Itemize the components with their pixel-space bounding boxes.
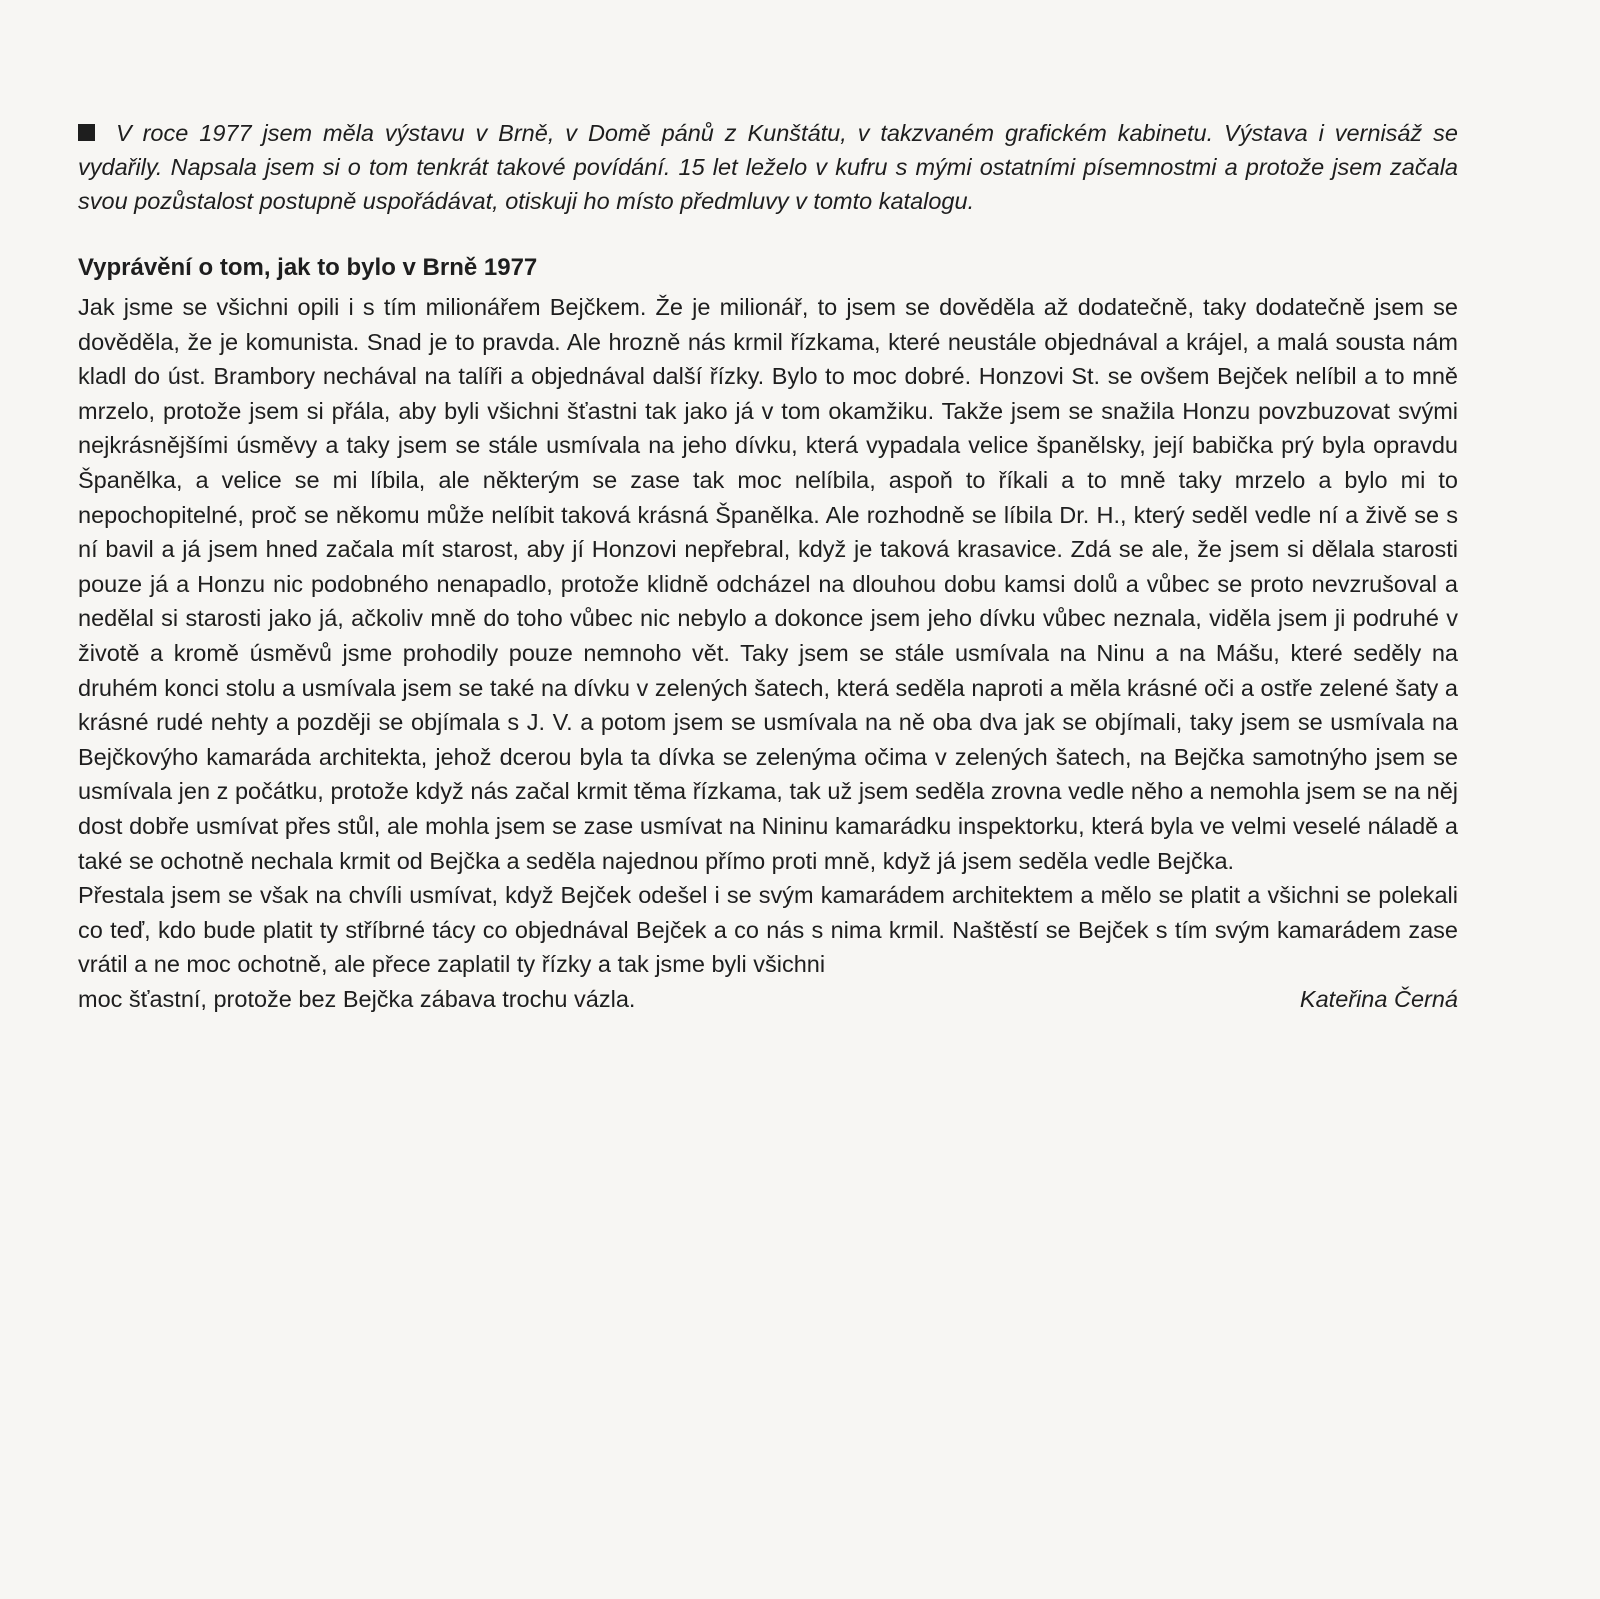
story-paragraph-2-end: moc šťastní, protože bez Bejčka zábava trochu vázla. (78, 985, 636, 1012)
intro-paragraph (78, 116, 1458, 218)
author-signature: Kateřina Černá (1299, 985, 1458, 1012)
story-paragraph-1: Jak jsme se všichni opili i s tím milionářem Bejčkem. Že je milionář, to jsem se dověděla až dodatečně, taky dodatečně jsem se dověděla, že je komunista. Snad je to pravda. Ale hrozně nás krmil řízkama, které neustále objednával a krájel, a malá sousta nám kladl do úst. Brambory nechával na talíři a objednával další řízky. Bylo to moc dobré. Honzovi St. se ovšem Bejček nelíbil a to mně mrzelo, protože jsem si přála, aby byli všichni šťastni tak jako já v tom okamžiku. Takže jsem se snažila Honzu povzbuzovat svými nejkrásnějšími úsměvy a taky jsem se stále usmívala na jeho dívku, která vypadala velice španělsky, její babička prý byla opravdu Španělka, a velice se mi líbila, ale některým se zase tak moc nelíbila, aspoň to říkali a to mně taky mrzelo a bylo mi to nepochopitelné, proč se někomu může nelíbit taková krásná Španělka. Ale rozhodně se líbila Dr. H., který seděl vedle ní a živě se s ní bavil a já jsem hned začala mít starost, aby jí Honzovi nepřebral, když je taková krasavice. Zdá se ale, že jsem si dělala starosti pouze já a Honzu nic podobného nenapadlo, protože klidně odcházel na dlouhou dobu kamsi dolů a vůbec se proto nevzrušoval a nedělal si starosti jako já, ačkoliv mně do toho vůbec nic nebylo a dokonce jsem jeho dívku vůbec neznala, viděla jsem ji podruhé v životě a kromě úsměvů jsme prohodily pouze nemnoho vět. Taky jsem se stále usmívala na Ninu a na Mášu, které seděly na druhém konci stolu a usmívala jsem se také na dívku v zelených šatech, která seděla naproti a měla krásné oči a ostře zelené šaty a krásné rudé nehty a později se objímala s J. V. a potom jsem se usmívala na ně oba dva jak se objímali, taky jsem se usmívala na Bejčkovýho kamaráda architekta, jehož dcerou byla ta dívka se zelenýma očima v zelených šatech, na Bejčka samotnýho jsem se usmívala jen z počátku, protože když nás začal krmit těma řízkama, tak už jsem seděla zrovna vedle něho a nemohla jsem se na něj dost dobře usmívat přes stůl, ale mohla jsem se zase usmívat na Nininu kamarádku inspektorku, která byla ve velmi veselé náladě a také se ochotně nechala krmit od Bejčka a seděla najednou přímo proti mně, když já jsem seděla vedle Bejčka. (78, 294, 1458, 874)
square-bullet-icon (78, 124, 95, 141)
intro-text: V roce 1977 jsem měla výstavu v Brně, v Domě pánů z Kunštátu, v takzvaném grafickém kabinetu. Výstava i vernisáž se vydařily. Napsala jsem si o tom tenkrát takové povídání. 15 let leželo v kufru s mými ostatními písemnostmi a protože jsem začala svou pozůstalost postupně uspořádávat, otiskuji ho místo předmluvy v tomto katalogu. (78, 120, 1458, 214)
story-title: Vyprávění o tom, jak to bylo v Brně 1977 (78, 254, 538, 281)
story-closing-line (78, 982, 1458, 1017)
story-paragraph-2: Přestala jsem se však na chvíli usmívat, když Bejček odešel i se svým kamarádem architektem a mělo se platit a všichni se polekali co teď, kdo bude platit ty stříbrné tácy co objednával Bejček a co nás s nima krmil. Naštěstí se Bejček s tím svým kamarádem zase vrátil a ne moc ochotně, ale přece zaplatil ty řízky a tak jsme byli všichni (78, 882, 1458, 978)
document-page (78, 116, 1458, 1016)
